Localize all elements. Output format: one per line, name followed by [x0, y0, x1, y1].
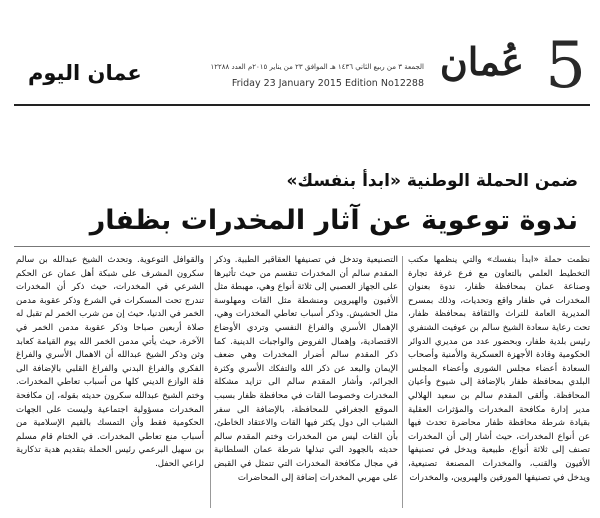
column-1-text: نظمت حملة «ابدأ بنفسك» والتي ينظمها مكتب التخطيط العلمي بالتعاون مع فرع غرفة تجارة وصناعة عمان بمحافظة ظفار، ندوة بعنوان المخدرات في ظفار واقع وتحديات، وذلك بمسرح المديرية العامة للتراث والثقافة بمحافظة ظفار، تحت رعاية سعادة الشيخ سالم بن عوفيت الشنفري رئيس بلدية ظفار، وبحضور عدد من مديري الدوائر الحكومية وقادة الأجهزة العسكرية والأمنية وأصحاب السعادة أعضاء مجلس الشورى وأعضاء المجلس البلدي بمحافظة ظفار بالإضافة إلى شيوخ وأعيان المحافظة. وألقى المقدم سالم بن سعيد الهلالي مدير إدارة مكافحة المخدرات والمؤثرات العقلية بقيادة شرطة محافظة ظفار محاضرة تحدث فيها عن أنواع المخدرات، حيث أشار إلى أن المخدرات تصنف إلى ثلاثة أنواع، طبيعية ويدخل في تصنيفها الأفيون والقنب، والمخدرات المصنعة تصنيعية، ويدخل في تصنيفها المورفين والهيروين، والمخدرات [408, 255, 590, 483]
column-3-text: والقوافل التوعوية. وتحدث الشيخ عبدالله بن سالم سكرون المشرف على شبكة أهل عمان عن الحكم الشرعي في المخدرات، حيث ذكر أن المخدرات تندرج تحت المسكرات في الشرع وذكر عقوبة مدمن الخمر في الدنيا، حيث إن من شرب الخمر لم تقبل له صلاة أربعين صباحا وذكر عقوبة مدمن الخمر في الآخرة، حيث يأتي مدمن الخمر الله يوم القيامة كعابد وثن وذكر الشيخ عبدالله أن الاهمال الأسري والفراغ الفكري والفراغ البدني والفراغ القلبي بالإضافة الى قلة الوازع الديني كلها من أسباب تعاطي المخدرات. وختم الشيخ عبدالله سكرون حديثه بقوله، إن مكافحة المخدرات مسؤولية اجتماعية وليست على الجهات الحكومية فقط وأن التمسك بالقيم الإسلامية من أسباب منع تعاطي المخدرات. في الختام قام مسلم بن سهيل البرعمي رئيس الحملة بتقديم هدية تذكارية لراعي الحفل. [16, 255, 204, 469]
article-headline: ندوة توعوية عن آثار المخدرات بظفار [89, 205, 578, 236]
column-2-text: التصنيعية وتدخل في تصنيفها العقاقير الطبية. وذكر المقدم سالم أن المخدرات تنقسم من حيث تأثيرها على الجهاز العصبي إلى ثلاثة أنواع وهي، مهبطة مثل الأفيون والهيروين ومنشطة مثل القات ومهلوسة مثل الحشيش. وذكر أسباب تعاطي المخدرات وهي، الإهمال الأسري والفراغ النفسي وتردي الأوضاع الاقتصادية، وإهمال الفروض والواجبات الدينية. كما ذكر المقدم سالم أضرار المخدرات وهي ضعف الإيمان والبعد عن ذكر الله والتفكك الأسري وكثرة الجرائم، وأشار المقدم سالم الى تزايد مشكلة المخدرات وخصوصا القات في محافظة ظفار بسبب الموقع الجغرافي للمحافظة، بالإضافة الى سفر الشباب الى دول يكثر فيها القات والاعتقاد الخاطئ، بأن القات ليس من المخدرات وختم المقدم سالم حديثه بالجهود التي تبذلها شرطة عمان السلطانية في مجال مكافحة المخدرات التي تتمثل في القبض على مهربي المخدرات إضافة إلى المحاضرات [214, 255, 398, 483]
article-kicker: ضمن الحملة الوطنية «ابدأ بنفسك» [286, 171, 578, 191]
article-column-1 [408, 254, 590, 510]
masthead-divider [14, 104, 590, 106]
newspaper-logo: عُمان [439, 39, 524, 84]
section-title: عمان اليوم [28, 61, 142, 85]
headline-divider [14, 246, 590, 247]
date-arabic: الجمعة ٣ من ربيع الثاني ١٤٣٦ هـ الموافق ٢٣ من يناير ٢٠١٥م العدد ١٢٢٨٨ [210, 63, 424, 71]
page-number: 5 [545, 29, 586, 103]
column-divider [210, 256, 211, 508]
article-column-2 [214, 254, 398, 510]
column-divider [402, 256, 403, 508]
article-column-3 [16, 254, 204, 510]
date-english: Friday 23 January 2015 Edition No12288 [231, 78, 424, 89]
